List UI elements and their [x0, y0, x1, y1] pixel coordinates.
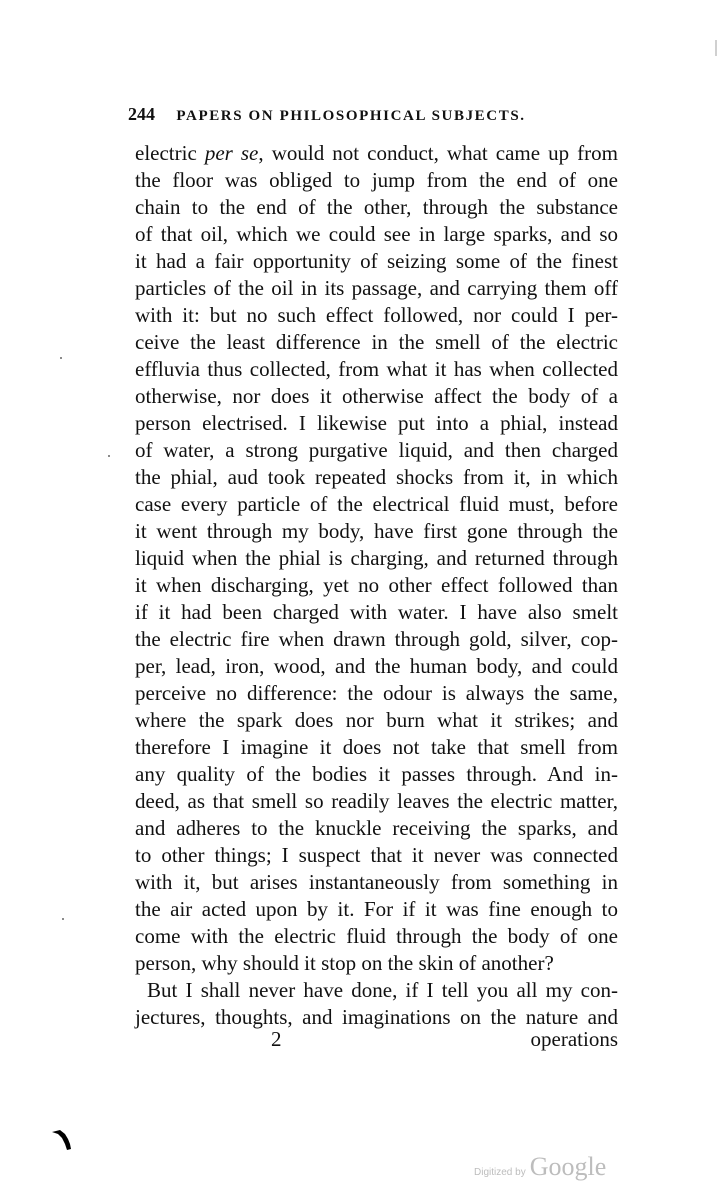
- body-text: [135, 140, 618, 1031]
- text-line: deed, as that smell so readily leaves the electric matter,: [135, 789, 618, 813]
- text-line: the air acted upon by it. For if it was fine enough to: [135, 897, 618, 921]
- text-line: to other things; I suspect that it never was connected: [135, 843, 618, 867]
- text-line: case every particle of the electrical fluid must, before: [135, 492, 618, 516]
- text-line: effluvia thus collected, from what it has when collected: [135, 357, 618, 381]
- text-line: electric per se, would not conduct, what came up from: [135, 141, 619, 165]
- google-watermark: [474, 1152, 606, 1182]
- text-line: of water, a strong purgative liquid, and then charged: [135, 438, 618, 462]
- speck-mark: [108, 455, 110, 457]
- page-number: 244: [128, 104, 155, 124]
- running-header: [128, 104, 618, 125]
- ink-blot-mark: [50, 1128, 76, 1152]
- text-line: it when discharging, yet no other effect followed than: [135, 573, 618, 597]
- text-line: if it had been charged with water. I have also smelt: [135, 600, 618, 624]
- text-line: any quality of the bodies it passes through. And in-: [135, 762, 618, 786]
- text-line: come with the electric fluid through the body of one: [135, 924, 618, 948]
- text-line: liquid when the phial is charging, and returned through: [135, 546, 618, 570]
- text-line: ceive the least difference in the smell of the electric: [135, 330, 618, 354]
- signature-mark: 2: [271, 1027, 282, 1051]
- text-line: the phial, aud took repeated shocks from it, in which: [135, 465, 618, 489]
- text-line: person, why should it stop on the skin of another?: [135, 951, 554, 975]
- text-line: the electric fire when drawn through gold, silver, cop-: [135, 627, 618, 651]
- paragraph-start-line: But I shall never have done, if I tell you all my con-: [147, 978, 618, 1002]
- running-title: PAPERS ON PHILOSOPHICAL SUBJECTS.: [176, 108, 526, 124]
- text-line: with it: but no such effect followed, nor could I per-: [135, 303, 618, 327]
- italic-phrase: per se: [204, 141, 259, 165]
- text-line: particles of the oil in its passage, and carrying them off: [135, 276, 618, 300]
- text-line: the floor was obliged to jump from the end of one: [135, 168, 618, 192]
- text-line: chain to the end of the other, through the substance: [135, 195, 618, 219]
- text-line: person electrised. I likewise put into a phial, instead: [135, 411, 618, 435]
- text-line: and adheres to the knuckle receiving the sparks, and: [135, 816, 618, 840]
- text-line: jectures, thoughts, and imaginations on the nature and: [135, 1005, 618, 1029]
- speck-mark: [60, 357, 62, 359]
- google-logo: Google: [529, 1152, 607, 1181]
- text-line: it went through my body, have first gone through the: [135, 519, 618, 543]
- speck-mark: [62, 918, 64, 920]
- text-line: therefore I imagine it does not take that smell from: [135, 735, 618, 759]
- text-line: with it, but arises instantaneously from something in: [135, 870, 618, 894]
- text-line: of that oil, which we could see in large sparks, and so: [135, 222, 618, 246]
- text-line: perceive no difference: the odour is always the same,: [135, 681, 618, 705]
- catchword: operations: [530, 1027, 618, 1051]
- page-edge-mark: [715, 40, 717, 56]
- watermark-prefix: Digitized by: [474, 1167, 526, 1178]
- text-line: it had a fair opportunity of seizing some of the finest: [135, 249, 618, 273]
- text-line: per, lead, iron, wood, and the human body, and could: [135, 654, 618, 678]
- text-line: otherwise, nor does it otherwise affect the body of a: [135, 384, 618, 408]
- text-line: where the spark does nor burn what it strikes; and: [135, 708, 618, 732]
